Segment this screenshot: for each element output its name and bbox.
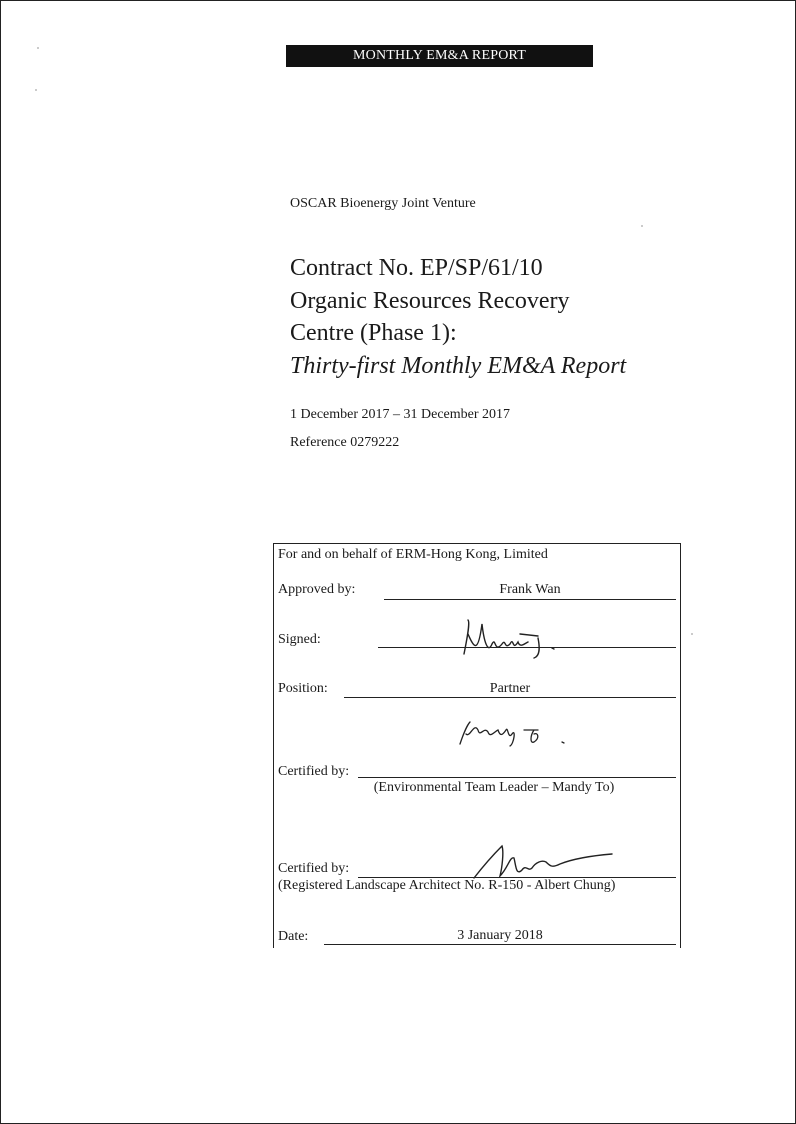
position-value: Partner [489,681,531,696]
approved-by-label: Approved by: [278,582,356,597]
date-label: Date: [278,929,309,944]
scan-speck [691,633,693,635]
title-contract-line: Contract No. EP/SP/61/10 [290,255,543,281]
organisation-name: OSCAR Bioenergy Joint Venture [290,196,476,211]
albert-chung-signature [470,842,620,882]
scan-speck [37,47,39,49]
position-line [344,697,676,698]
certified-by-caption-1: (Environmental Team Leader – Mandy To) [373,780,615,795]
frank-wan-signature [454,614,564,666]
signed-label: Signed: [278,632,321,647]
report-type-banner: MONTHLY EM&A REPORT [286,45,593,67]
certified-by-caption-2: (Registered Landscape Architect No. R-150 - Albert Chung) [278,878,616,893]
scan-speck [641,225,643,227]
certified-by-label-2: Certified by: [278,861,350,876]
position-label: Position: [278,681,328,696]
report-title [290,252,626,382]
date-value: 3 January 2018 [457,928,543,943]
certified-by-label-1: Certified by: [278,764,350,779]
behalf-statement: For and on behalf of ERM-Hong Kong, Limited [278,547,548,562]
reference-number: Reference 0279222 [290,435,400,450]
mandy-to-signature [454,712,584,752]
approved-by-value: Frank Wan [499,582,561,597]
scan-speck [35,89,37,91]
approved-by-line [384,599,676,600]
reporting-period: 1 December 2017 – 31 December 2017 [290,407,511,422]
approval-box [273,543,681,948]
title-project-line: Organic Resources Recovery [290,287,570,314]
title-report-line: Thirty-first Monthly EM&A Report [290,352,627,379]
title-phase-line: Centre (Phase 1): [290,320,457,346]
date-line [324,944,676,945]
certified-by-line-1 [358,777,676,778]
